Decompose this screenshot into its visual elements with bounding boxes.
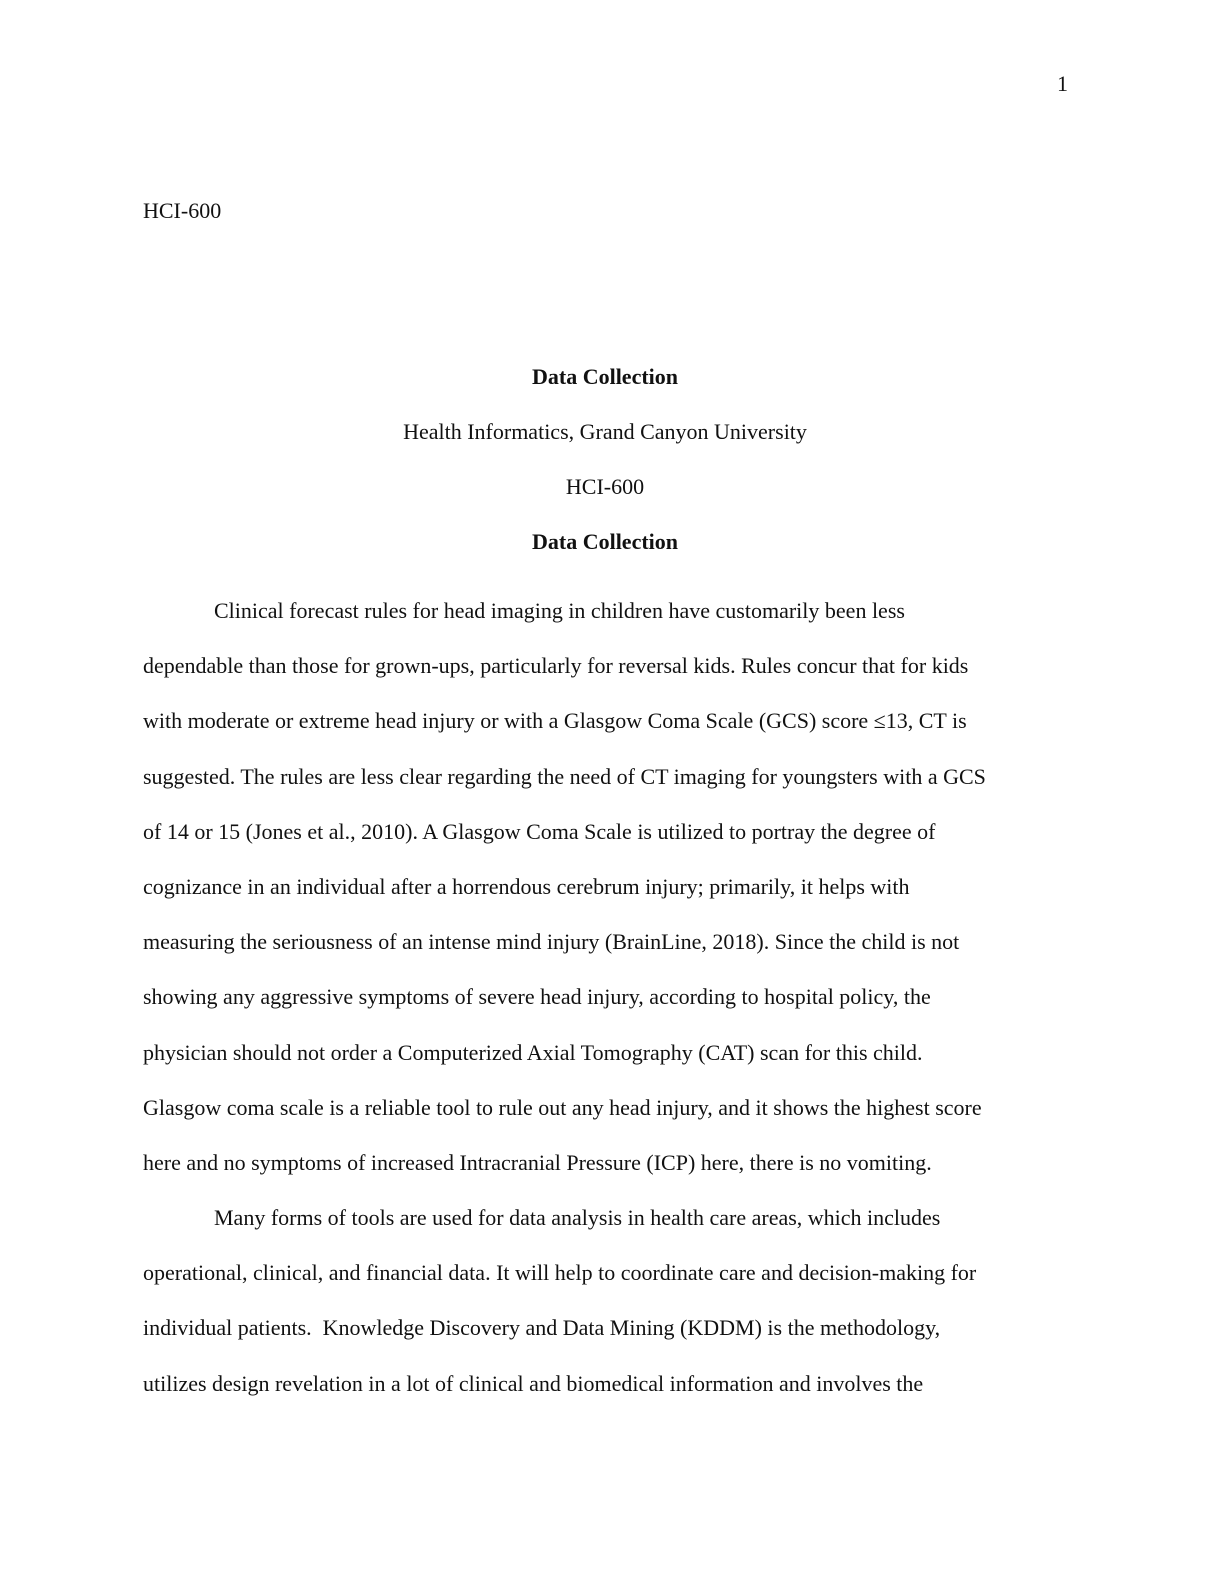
paragraph-line: here and no symptoms of increased Intracranial Pressure (ICP) here, there is no vomiting. (143, 1149, 932, 1175)
title-block (143, 362, 1067, 582)
paper-title: Data Collection (531, 364, 679, 389)
paragraph-line: suggested. The rules are less clear regarding the need of CT imaging for youngsters with a GCS (143, 763, 986, 789)
course-name: HCI-600 (565, 474, 645, 499)
running-head: HCI-600 (143, 198, 222, 223)
paragraph-line: individual patients. Knowledge Discovery and Data Mining (KDDM) is the methodology, (143, 1315, 941, 1341)
paragraph-line: Many forms of tools are used for data analysis in health care areas, which includes (214, 1205, 941, 1231)
paragraph-line: cognizance in an individual after a horrendous cerebrum injury; primarily, it helps with (143, 873, 910, 899)
paragraph-line: physician should not order a Computerized Axial Tomography (CAT) scan for this child. (143, 1039, 923, 1065)
section-heading: Data Collection (531, 529, 679, 554)
paragraph-line: dependable than those for grown-ups, particularly for reversal kids. Rules concur that for kids (143, 653, 969, 679)
page-number: 1 (1057, 71, 1068, 96)
paragraph-line: with moderate or extreme head injury or with a Glasgow Coma Scale (GCS) score ≤13, CT is (143, 708, 967, 734)
paragraph-line: Glasgow coma scale is a reliable tool to rule out any head injury, and it shows the highest score (143, 1094, 982, 1120)
paragraph-line: utilizes design revelation in a lot of clinical and biomedical information and involves the (143, 1370, 924, 1396)
affiliation: Health Informatics, Grand Canyon University (403, 419, 807, 444)
body-text (143, 583, 1067, 1411)
paragraph-line: showing any aggressive symptoms of severe head injury, according to hospital policy, the (143, 984, 931, 1010)
paragraph-line: of 14 or 15 (Jones et al., 2010). A Glasgow Coma Scale is utilized to portray the degree of (143, 818, 936, 844)
paragraph-line: measuring the seriousness of an intense mind injury (BrainLine, 2018). Since the child is not (143, 929, 960, 955)
paragraph-line: operational, clinical, and financial data. It will help to coordinate care and decision-making for (143, 1260, 977, 1286)
paragraph-line: Clinical forecast rules for head imaging in children have customarily been less (214, 598, 905, 623)
